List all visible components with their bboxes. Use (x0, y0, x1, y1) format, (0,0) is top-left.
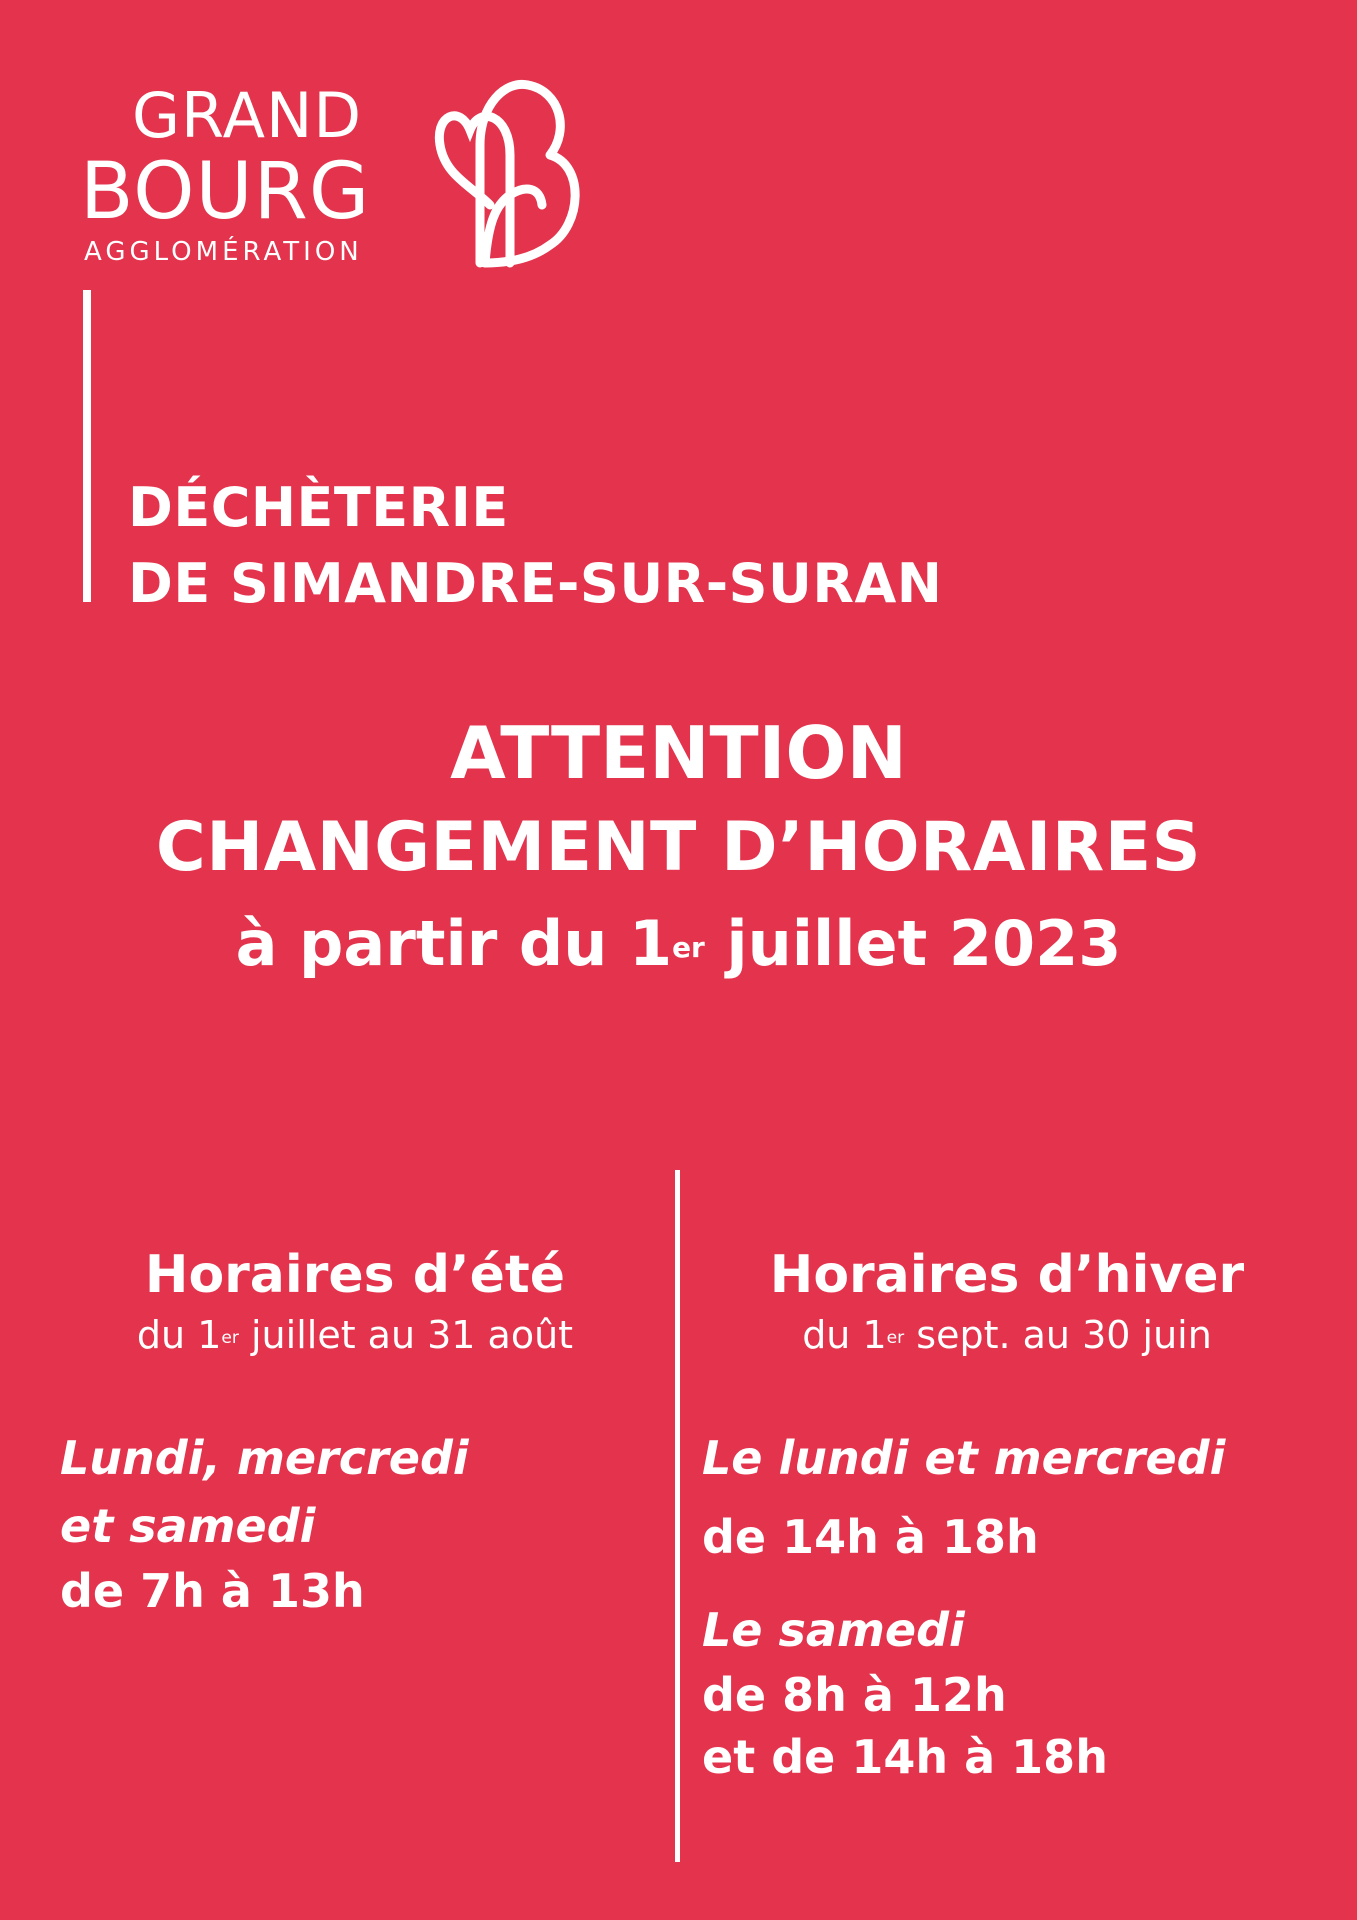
site-title-line-2: DE SIMANDRE-SUR-SURAN (128, 552, 943, 615)
grand-bourg-logo (80, 75, 600, 275)
summer-days-line-2: et samedi (60, 1499, 316, 1553)
summer-hours: de 7h à 13h (60, 1564, 365, 1618)
winter-hours-column (692, 1240, 1322, 1784)
headline-attention: ATTENTION (450, 711, 907, 795)
site-title (128, 470, 942, 622)
winter-header (692, 1240, 1322, 1360)
headline-date-post: juillet 2023 (704, 907, 1122, 980)
logo-line-agglomeration: AGGLOMÉRATION (84, 237, 363, 267)
summer-title: Horaires d’été (144, 1245, 566, 1305)
logo-line-bourg: BOURG (80, 147, 371, 237)
headline-date-sup: er (672, 931, 705, 965)
winter-hours-2-line-2: et de 14h à 18h (702, 1730, 1108, 1784)
winter-hours-1: de 14h à 18h (702, 1510, 1039, 1564)
headline-date-pre: à partir du 1 (235, 907, 673, 980)
winter-days-2: Le samedi (702, 1603, 965, 1657)
winter-period (692, 1310, 1322, 1360)
site-title-line-1: DÉCHÈTERIE (128, 476, 509, 539)
winter-period-post: sept. au 30 juin (904, 1313, 1212, 1357)
summer-period-sup: er (221, 1327, 239, 1348)
winter-period-pre: du 1 (802, 1313, 887, 1357)
tree-heart-logo-icon (410, 75, 590, 275)
headline (0, 706, 1357, 992)
winter-days-1: Le lundi et mercredi (702, 1431, 1226, 1485)
summer-hours-column (40, 1240, 670, 1618)
column-divider (675, 1170, 680, 1862)
logo-line-grand: GRAND (132, 79, 363, 152)
winter-hours-2-line-1: de 8h à 12h (702, 1668, 1007, 1722)
winter-schedule (702, 1424, 1225, 1788)
summer-period-post: juillet au 31 août (238, 1313, 574, 1357)
summer-header (40, 1240, 670, 1360)
winter-period-sup: er (886, 1327, 905, 1348)
headline-changement: CHANGEMENT D’HORAIRES (155, 808, 1202, 887)
summer-schedule (60, 1424, 469, 1622)
summer-period (40, 1310, 670, 1360)
headline-date (0, 896, 1357, 992)
decorative-vertical-bar (83, 290, 91, 602)
summer-period-pre: du 1 (136, 1313, 222, 1357)
winter-title: Horaires d’hiver (769, 1245, 1245, 1305)
summer-days-line-1: Lundi, mercredi (60, 1431, 469, 1485)
